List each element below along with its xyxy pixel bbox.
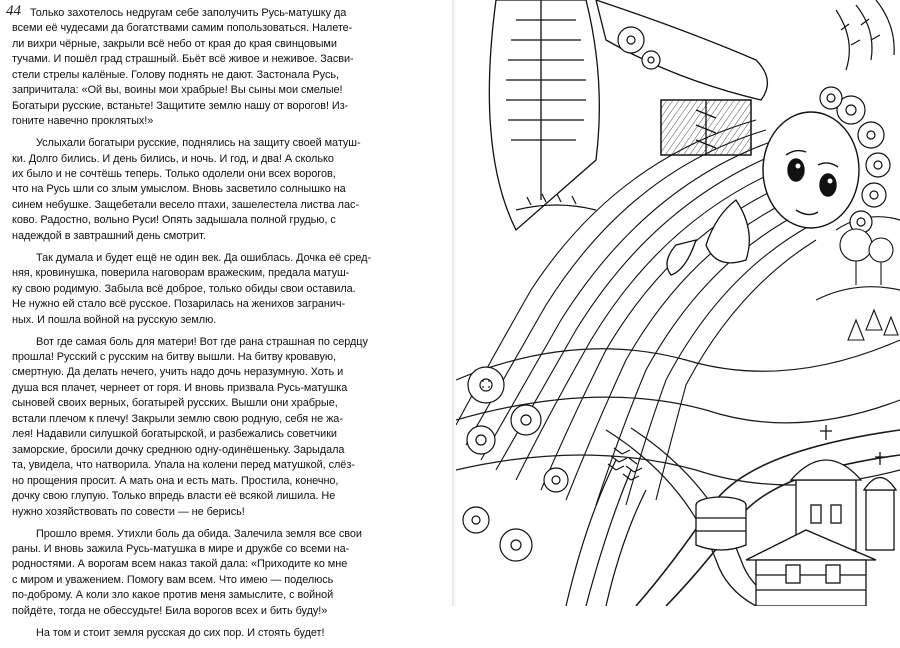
text-line: прошла! Русский с русским на битву вышли. На битву кровавую, [12,351,336,364]
text-line: Прошло время. Утихли боль да обида. Залечила земля все свои [36,527,362,540]
text-line: встали плечом к плечу! Закрыли землю свою родную, себя не жа- [12,412,343,425]
text-line: их было и не сочтёшь теперь. Только одолели они всех ворогов, [12,168,336,181]
text-line: ку свою родимую. Забыла всё доброе, только обиды свои оставила. [12,282,356,295]
paragraph-6 [12,626,396,641]
story-text [12,6,396,648]
paragraph-2 [12,136,396,244]
text-page [0,0,452,639]
distant-trees [840,229,898,340]
text-line: Вот где самая боль для матери! Вот где рана страшная по сердцу [36,335,368,348]
paragraph-4 [12,335,396,520]
text-line: Только захотелось недругам себе заполучить Русь-матушку да [30,7,347,19]
text-line: тучами. И пошёл град страшный. Бьёт всё живое и неживое. Засви- [12,53,354,66]
text-line: ли вихри чёрные, закрыли всё небо от края до края свинцовыми [12,37,337,50]
text-line: ных. И пошла войной на русскую землю. [12,313,217,326]
text-line: с миром и уважением. Помогу вам всем. Что имею — поделюсь [12,573,334,586]
text-line: запричитала: «Ой вы, воины мои храбрые! Вы сыны мои смелые! [12,84,343,97]
text-line: Услыхали богатыри русские, поднялись на защиту своей матуш- [36,137,361,150]
paragraph-1 [12,6,396,130]
text-line: пойдёте, тогда не обессудьте! Била ворогов всех и бить буду!» [12,604,328,617]
text-line: надеждой в завтрашний день смотрит. [12,229,206,242]
text-line: по-доброму. А коли зло какое против меня замыслите, с войной [12,589,334,602]
text-line: раны. И вновь зажила Русь-матушка в мире и дружбе со всеми на- [12,542,350,555]
text-line: дочку свою глупую. Только впредь власти её всякой лишила. Не [12,490,336,503]
text-line: родностями. А ворогам всем наказ такой дала: «Приходите ко мне [12,558,348,571]
paragraph-5 [12,527,396,620]
text-line: Богатыри русские, встаньте! Защитите землю нашу от ворогов! Из- [12,99,349,112]
text-line: стели стрелы калёные. Голову поднять не дают. Застонала Русь, [12,68,339,81]
text-line: но прощения просит. А мать она и есть мать. Простила, конечно, [12,474,339,487]
text-line: Не нужно ей стало всё русское. Позарилась на женихов загранич- [12,298,346,311]
text-line: сыновей своих верных, богатырей русских. Вышли они храбрые, [12,397,338,410]
text-line: няя, кровинушка, поверила наговорам вражеским, предала матуш- [12,267,350,280]
text-line: На том и стоит земля русская до сих пор. И стоять будет! [36,626,325,639]
text-line: Так думала и будет ещё не один век. Да ошиблась. Дочка её сред- [36,251,371,264]
text-line: всеми её чудесами да богатствами самим попользоваться. Налете- [12,22,353,35]
paragraph-3 [12,251,396,328]
text-line: нужно хозяйствовать по совести — не берись! [12,505,245,518]
coloring-illustration [456,0,900,606]
page-number: 44 [6,3,21,19]
face [763,112,859,228]
text-line: гоните навечно проклятых!» [12,115,154,128]
text-line: смертную. Да делать нечего, учить надо дочь неразумную. Хоть и [12,366,344,379]
text-line: ки. Долго бились. И день бились, и ночь. И год, и два! А сколько [12,152,334,165]
illustration-page [456,0,900,606]
text-line: заморские, бросили дочку среднюю одну-одинёшеньку. Зарыдала [12,443,345,456]
text-line: синем небушке. Защебетали весело птахи, зашелестела листва лас- [12,198,359,211]
text-line: та, увидела, что натворила. Упала на колени перед матушкой, слёз- [12,459,355,472]
text-line: душа вся плачет, чернеет от горя. И вновь призвала Русь-матушка [12,381,348,394]
text-line: что на Русь шли со злым умыслом. Вновь засветило солнышко на [12,183,346,196]
text-line: лея! Надавили силушкой богатырской, и разбежались советчики [12,428,337,441]
text-line: ково. Радостно, вольно Руси! Опять задышала полной грудью, с [12,214,336,227]
